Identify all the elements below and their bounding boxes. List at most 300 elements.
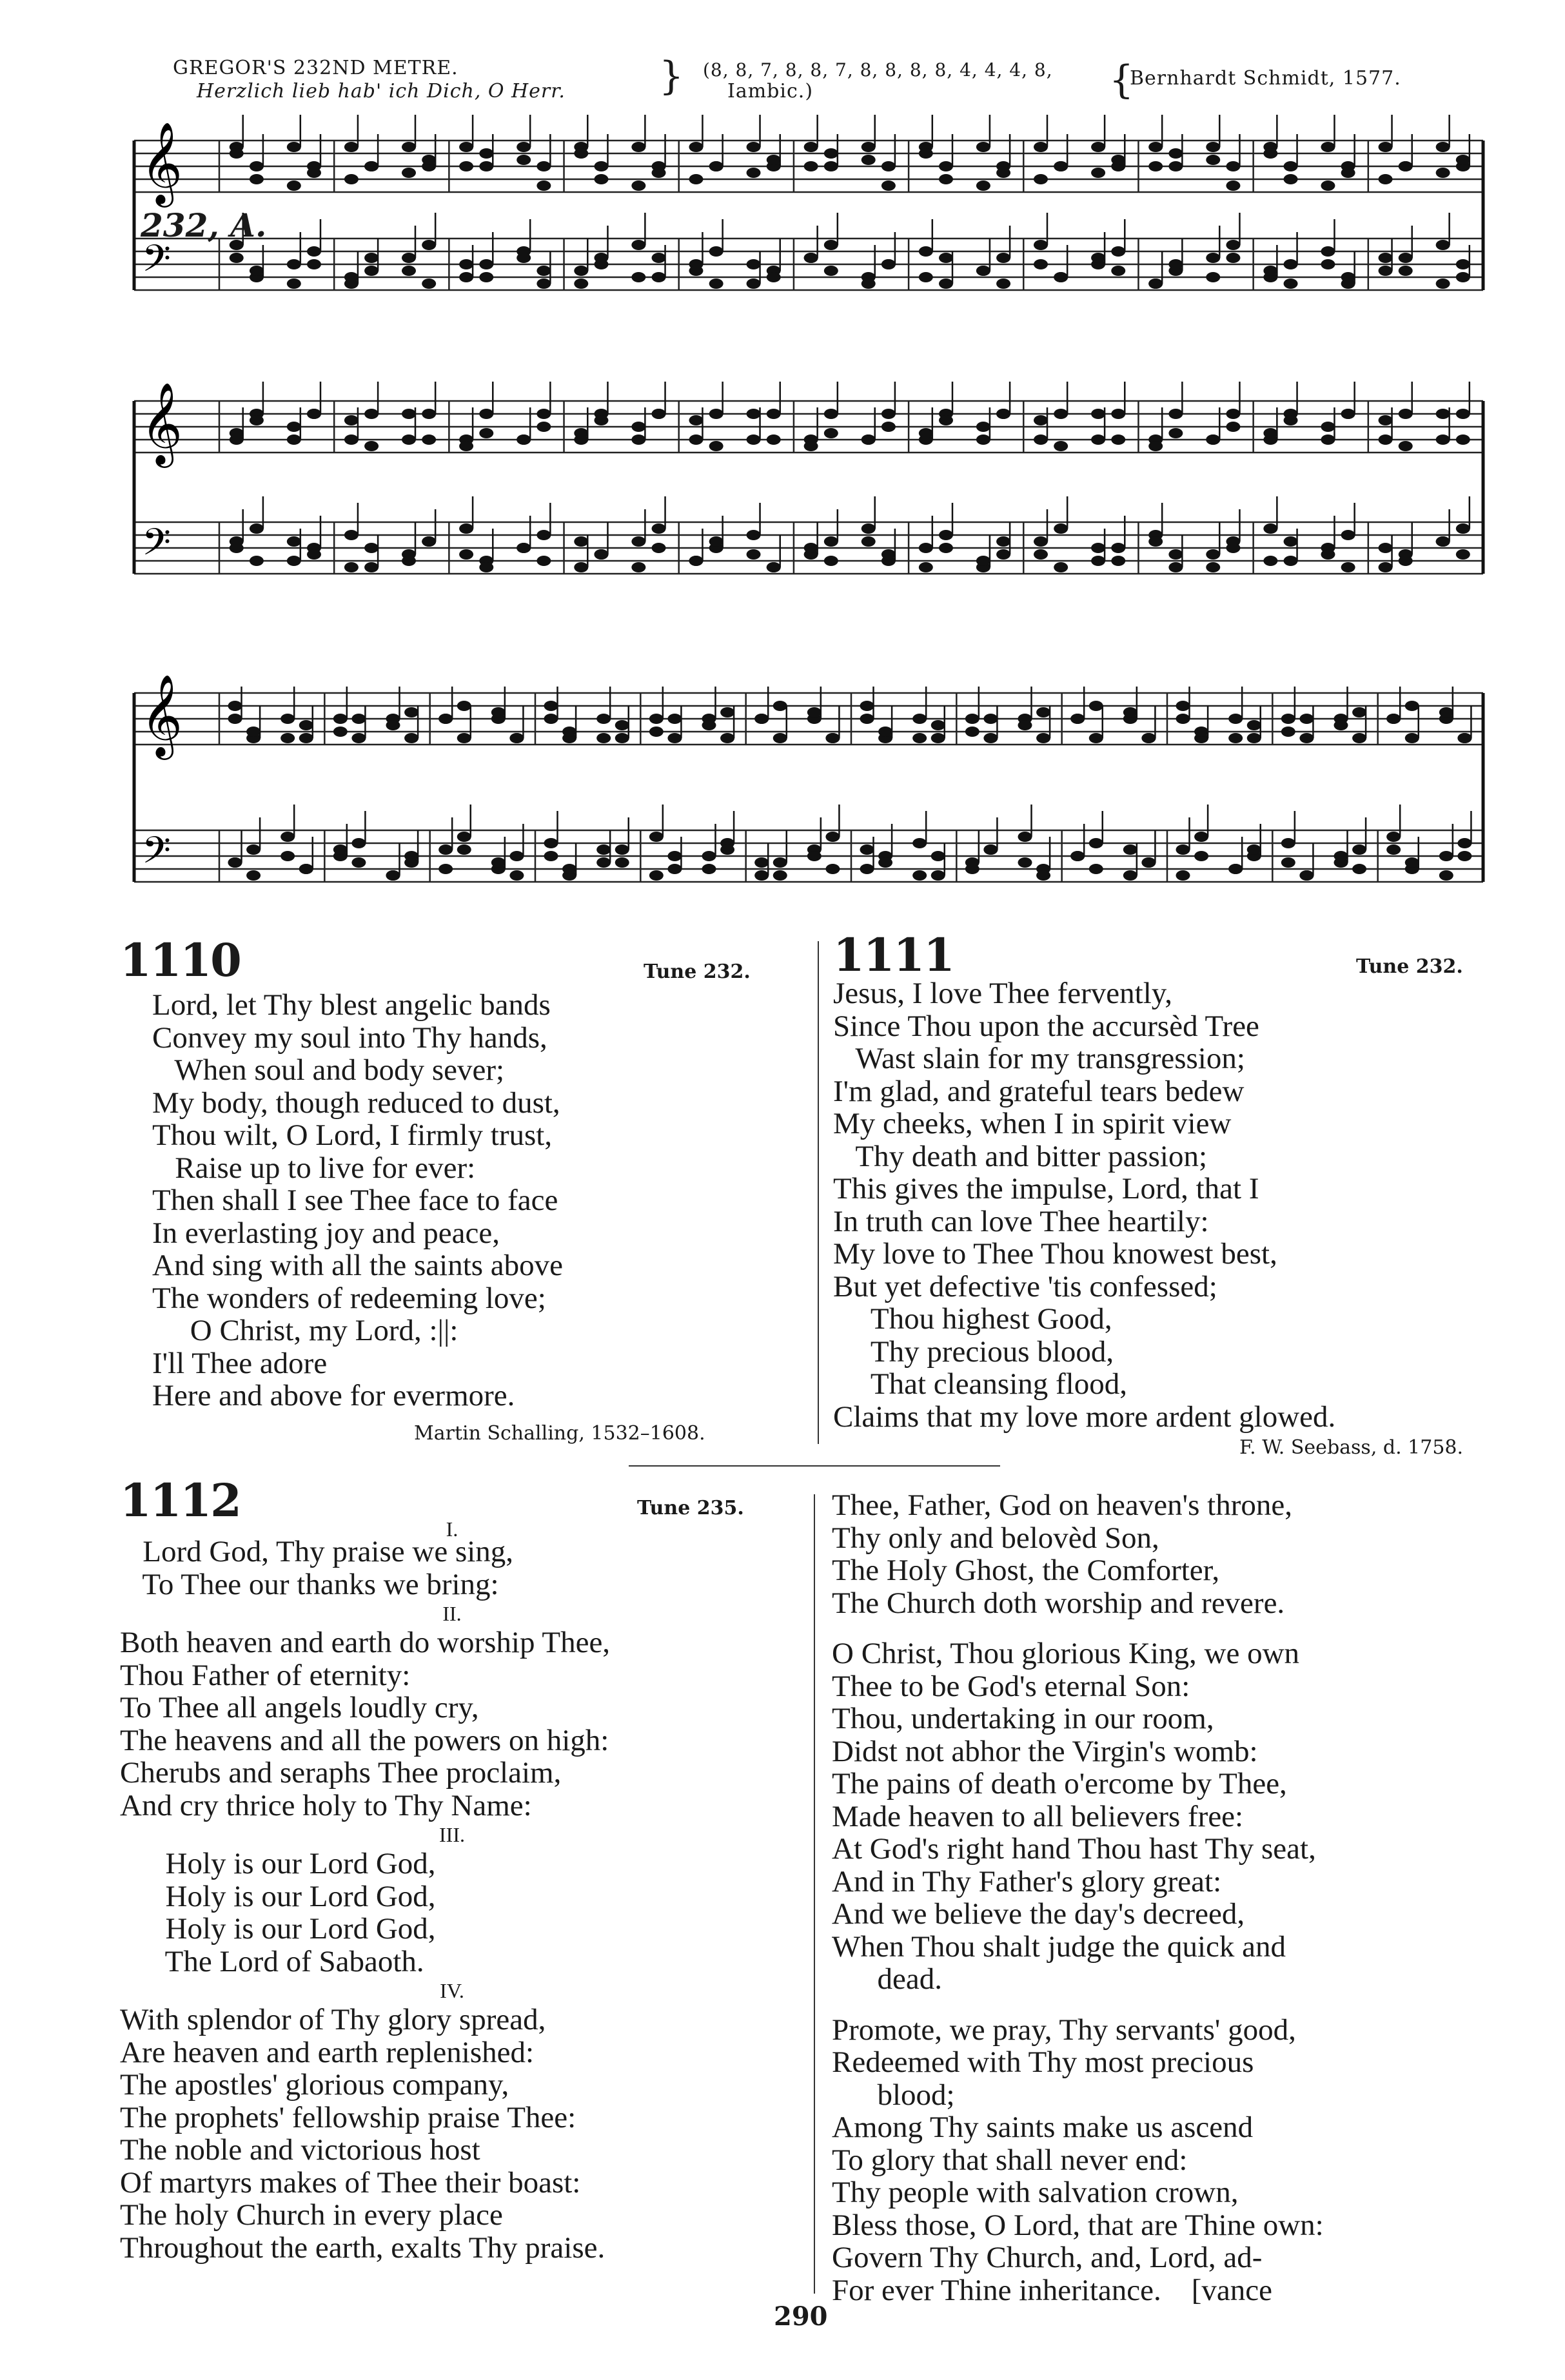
note-head xyxy=(720,707,734,717)
note-head xyxy=(1247,733,1261,743)
verse-line: My cheeks, when I in spirit view xyxy=(833,1107,1232,1140)
note-head xyxy=(996,278,1010,289)
verse-line: Made heaven to all believers free: xyxy=(832,1799,1244,1833)
note-head xyxy=(1281,727,1295,737)
note-head xyxy=(287,142,301,152)
verse-line: The Church doth worship and revere. xyxy=(832,1586,1285,1620)
note-head xyxy=(517,434,531,445)
verse-line: My love to Thee Thou knowest best, xyxy=(833,1237,1277,1271)
note-head xyxy=(709,409,723,419)
note-head xyxy=(1405,701,1419,711)
note-head xyxy=(250,415,264,425)
column-divider-bottom xyxy=(814,1494,815,2294)
note-head xyxy=(479,409,493,419)
verse-line: The heavens and all the powers on high: xyxy=(120,1723,609,1757)
note-head xyxy=(422,155,436,165)
verse-line: Since Thou upon the accursèd Tree xyxy=(833,1009,1259,1043)
note-head xyxy=(1379,415,1393,425)
note-head xyxy=(1399,409,1413,419)
note-head xyxy=(983,733,998,743)
note-head xyxy=(422,240,436,250)
note-head xyxy=(250,523,264,534)
note-head xyxy=(824,266,838,276)
note-head xyxy=(824,556,838,566)
note-head xyxy=(1091,543,1105,553)
note-head xyxy=(402,409,416,419)
note-head xyxy=(1176,701,1190,711)
verse-line: I'll Thee adore xyxy=(152,1346,328,1380)
note-head xyxy=(983,844,998,855)
note-head xyxy=(878,857,892,868)
note-head xyxy=(1321,180,1335,191)
note-head xyxy=(230,253,244,263)
note-head xyxy=(1352,707,1366,717)
note-head xyxy=(1194,727,1208,737)
note-head xyxy=(1386,832,1401,842)
note-head xyxy=(825,733,840,743)
note-head xyxy=(631,180,645,191)
note-head xyxy=(965,727,979,737)
section-numeral: III. xyxy=(439,1823,465,1846)
note-head xyxy=(250,174,264,184)
note-head xyxy=(1206,155,1220,165)
verse-line: My body, though reduced to dust, xyxy=(152,1086,560,1120)
tune-ref-1112: Tune 235. xyxy=(637,1497,744,1519)
note-head xyxy=(307,168,321,178)
note-head xyxy=(574,536,588,547)
note-head xyxy=(459,259,473,269)
note-head xyxy=(1089,701,1103,711)
note-head xyxy=(562,727,576,737)
tune-ref-1110: Tune 232. xyxy=(644,961,751,983)
note-head xyxy=(333,844,348,855)
note-head xyxy=(594,174,608,184)
note-head xyxy=(1247,844,1261,855)
note-head xyxy=(491,857,506,868)
note-head xyxy=(1111,409,1125,419)
verse-line: At God's right hand Thou hast Thy seat, xyxy=(832,1832,1316,1866)
note-head xyxy=(702,720,716,730)
note-head xyxy=(364,409,379,419)
treble-clef: 𝄞 xyxy=(141,121,183,204)
note-head xyxy=(804,441,818,451)
note-head xyxy=(536,180,551,191)
verse-line: Promote, we pray, Thy servants' good, xyxy=(832,2013,1296,2047)
note-head xyxy=(509,733,524,743)
verse-line: The prophets' fellowship praise Thee: xyxy=(120,2100,576,2134)
hymn-number-1112: 1112 xyxy=(120,1474,241,1527)
note-head xyxy=(824,536,838,547)
note-head xyxy=(509,870,524,881)
note-head xyxy=(1168,562,1183,572)
treble-clef: 𝄞 xyxy=(141,674,183,756)
note-head xyxy=(1070,714,1085,724)
verse-line: Thou wilt, O Lord, I firmly trust, xyxy=(152,1118,553,1152)
note-head xyxy=(402,266,416,276)
verse-line: When soul and body sever; xyxy=(152,1053,505,1087)
note-head xyxy=(1206,253,1220,263)
note-head xyxy=(1034,240,1048,250)
note-head xyxy=(709,441,723,451)
note-head xyxy=(1123,844,1137,855)
note-head xyxy=(1352,844,1366,855)
note-head xyxy=(544,714,558,724)
note-head xyxy=(1321,434,1335,445)
verse-line: And we believe the day's decreed, xyxy=(832,1897,1245,1931)
note-head xyxy=(1034,174,1048,184)
note-head xyxy=(767,409,781,419)
verse-line: Thy death and bitter passion; xyxy=(833,1139,1207,1173)
author-1111: F. W. Seebass, d. 1758. xyxy=(1239,1436,1464,1459)
note-head xyxy=(1148,441,1163,451)
note-head xyxy=(631,422,645,432)
note-head xyxy=(250,161,264,171)
column-divider-top xyxy=(818,941,819,1444)
note-head xyxy=(825,832,840,842)
note-head xyxy=(861,434,876,445)
note-head xyxy=(631,434,645,445)
note-head xyxy=(1456,272,1470,282)
note-head xyxy=(459,161,473,171)
note-head xyxy=(754,714,769,724)
note-head xyxy=(459,523,473,534)
note-head xyxy=(574,148,588,159)
note-head xyxy=(1141,733,1156,743)
note-head xyxy=(544,701,558,711)
verse-line: Here and above for evermore. xyxy=(152,1379,515,1412)
note-head xyxy=(1054,409,1068,419)
note-head xyxy=(1091,253,1105,263)
note-head xyxy=(459,272,473,282)
note-head xyxy=(422,434,436,445)
note-head xyxy=(860,701,874,711)
note-head xyxy=(1263,523,1277,534)
note-head xyxy=(491,707,506,717)
note-head xyxy=(1228,714,1243,724)
stanza xyxy=(832,1637,1324,1996)
verse-line: Jesus, I love Thee fervently, xyxy=(833,977,1172,1010)
note-head xyxy=(1168,148,1183,159)
meter-numbers: (8, 8, 7, 8, 8, 7, 8, 8, 8, 8, 4, 4, 4, 8, xyxy=(703,59,1053,81)
verse-line: blood; xyxy=(832,2078,955,2112)
note-head xyxy=(1284,415,1298,425)
brace-left: } xyxy=(659,54,685,99)
note-head xyxy=(804,161,818,171)
verse-line: Convey my soul into Thy hands, xyxy=(152,1020,547,1055)
verse-line: To glory that shall never end: xyxy=(832,2143,1188,2177)
note-head xyxy=(307,246,321,257)
note-head xyxy=(824,148,838,159)
note-head xyxy=(594,161,608,171)
note-head xyxy=(281,851,295,861)
verse-line: To Thee all angels loudly cry, xyxy=(120,1691,479,1724)
note-head xyxy=(402,253,416,263)
note-head xyxy=(649,870,664,881)
note-head xyxy=(996,549,1010,560)
note-head xyxy=(1123,870,1137,881)
note-head xyxy=(747,434,761,445)
note-head xyxy=(754,857,769,868)
note-head xyxy=(422,278,436,289)
note-head xyxy=(457,733,471,743)
note-head xyxy=(536,161,551,171)
note-head xyxy=(615,720,629,730)
note-head xyxy=(1194,851,1208,861)
note-head xyxy=(767,434,781,445)
bass-clef: 𝄢 xyxy=(142,828,172,881)
note-head xyxy=(281,714,295,724)
note-head xyxy=(1111,266,1125,276)
note-head xyxy=(824,428,838,438)
note-head xyxy=(1228,733,1243,743)
verse-line: Thy only and belovèd Son, xyxy=(832,1521,1159,1555)
note-head xyxy=(807,851,822,861)
note-head xyxy=(747,259,761,269)
note-head xyxy=(1399,556,1413,566)
hymn-1112-left-text xyxy=(120,1516,784,2264)
note-head xyxy=(333,727,348,737)
note-head xyxy=(767,272,781,282)
note-head xyxy=(596,733,611,743)
note-head xyxy=(667,864,682,874)
brace-right: { xyxy=(1109,57,1135,102)
note-head xyxy=(881,161,896,171)
note-head xyxy=(747,409,761,419)
note-head xyxy=(596,714,611,724)
note-head xyxy=(1148,278,1163,289)
note-head xyxy=(1168,409,1183,419)
note-head xyxy=(965,714,979,724)
note-head xyxy=(631,562,645,572)
note-head xyxy=(287,180,301,191)
note-head xyxy=(1436,240,1450,250)
note-head xyxy=(1206,434,1220,445)
note-head xyxy=(824,409,838,419)
verse-line: To Thee our thanks we bring: xyxy=(120,1567,499,1601)
note-head xyxy=(615,844,629,855)
note-head xyxy=(562,864,576,874)
verse-line: That cleansing flood, xyxy=(833,1367,1127,1401)
note-head xyxy=(912,733,927,743)
verse-line: Raise up to live for ever: xyxy=(152,1151,476,1185)
note-head xyxy=(1281,857,1295,868)
note-head xyxy=(1299,714,1314,724)
verse-line: But yet defective 'tis confessed; xyxy=(833,1269,1217,1303)
note-head xyxy=(1284,174,1298,184)
note-head xyxy=(939,415,953,425)
note-head xyxy=(804,142,818,152)
note-head xyxy=(939,530,953,540)
note-head xyxy=(1379,434,1393,445)
note-head xyxy=(881,409,896,419)
note-head xyxy=(459,142,473,152)
note-head xyxy=(878,727,892,737)
note-head xyxy=(1018,857,1032,868)
note-head xyxy=(976,556,990,566)
note-head xyxy=(931,870,945,881)
verse-line: Are heaven and earth replenished: xyxy=(120,2035,535,2069)
verse-line: Didst not abhor the Virgin's womb: xyxy=(832,1734,1258,1768)
note-head xyxy=(807,707,822,717)
hymn-number-1111: 1111 xyxy=(833,928,954,982)
note-head xyxy=(1263,556,1277,566)
verse-line: Holy is our Lord God, xyxy=(120,1847,436,1880)
note-head xyxy=(860,714,874,724)
note-head xyxy=(1091,409,1105,419)
note-head xyxy=(1352,864,1366,874)
verse-line: In truth can love Thee heartily: xyxy=(833,1204,1209,1238)
note-head xyxy=(996,536,1010,547)
note-head xyxy=(457,701,471,711)
note-head xyxy=(1284,278,1298,289)
note-head xyxy=(667,851,682,861)
note-head xyxy=(1226,240,1240,250)
hymn-1111-text xyxy=(833,977,1335,1433)
note-head xyxy=(919,543,933,553)
note-head xyxy=(1436,168,1450,178)
note-head xyxy=(1456,549,1470,560)
note-head xyxy=(228,701,242,711)
note-head xyxy=(804,543,818,553)
note-head xyxy=(344,142,359,152)
section-numeral: IV. xyxy=(440,1979,464,2002)
verse-line: The Holy Ghost, the Comforter, xyxy=(832,1554,1220,1587)
note-head xyxy=(1379,142,1393,152)
note-head xyxy=(652,253,666,263)
note-head xyxy=(689,266,703,276)
note-head xyxy=(1141,857,1156,868)
note-head xyxy=(1341,168,1355,178)
note-head xyxy=(344,415,359,425)
hymn-1112-right-text xyxy=(832,1489,1324,2307)
note-head xyxy=(364,543,379,553)
hymn-1110-text xyxy=(152,989,563,1412)
note-head xyxy=(307,409,321,419)
note-head xyxy=(652,409,666,419)
verse-line: Thy precious blood, xyxy=(833,1334,1114,1369)
music-score xyxy=(129,110,1502,909)
note-head xyxy=(1439,851,1453,861)
note-head xyxy=(536,422,551,432)
note-head xyxy=(404,707,418,717)
verse-line: Holy is our Lord God, xyxy=(120,1912,436,1946)
note-head xyxy=(459,441,473,451)
verse-line: The apostles' glorious company, xyxy=(120,2068,509,2102)
note-head xyxy=(544,838,558,848)
note-head xyxy=(1399,253,1413,263)
note-head xyxy=(479,161,493,171)
note-head xyxy=(287,536,301,547)
note-head xyxy=(689,174,703,184)
treble-clef: 𝄞 xyxy=(141,382,183,464)
note-head xyxy=(1247,720,1261,730)
note-head xyxy=(1439,870,1453,881)
note-head xyxy=(230,543,244,553)
note-head xyxy=(709,536,723,547)
note-head xyxy=(344,530,359,540)
note-head xyxy=(536,278,551,289)
note-head xyxy=(976,434,990,445)
note-head xyxy=(1226,422,1240,432)
note-head xyxy=(939,174,953,184)
bass-clef: 𝄢 xyxy=(142,237,172,289)
note-head xyxy=(1070,851,1085,861)
author-1110: Martin Schalling, 1532–1608. xyxy=(414,1422,705,1445)
note-head xyxy=(364,161,379,171)
note-head xyxy=(404,733,418,743)
verse-line: Thy people with salvation crown, xyxy=(832,2176,1239,2209)
note-head xyxy=(1091,434,1105,445)
verse-line: Redeemed with Thy most precious xyxy=(832,2045,1254,2079)
note-head xyxy=(246,870,261,881)
note-head xyxy=(1456,259,1470,269)
note-head xyxy=(1089,733,1103,743)
note-head xyxy=(1091,556,1105,566)
note-head xyxy=(1439,707,1453,717)
note-head xyxy=(747,549,761,560)
note-head xyxy=(1284,161,1298,171)
note-head xyxy=(228,714,242,724)
section-rule xyxy=(629,1465,1000,1467)
note-head xyxy=(1321,259,1335,269)
note-head xyxy=(912,838,927,848)
note-head xyxy=(1457,851,1471,861)
note-head xyxy=(709,246,723,257)
verse-line: And sing with all the saints above xyxy=(152,1249,564,1282)
note-head xyxy=(1034,259,1048,269)
note-head xyxy=(773,733,787,743)
note-head xyxy=(351,857,366,868)
note-head xyxy=(1036,870,1050,881)
note-head xyxy=(364,253,379,263)
note-head xyxy=(996,168,1010,178)
note-head xyxy=(1034,536,1048,547)
note-head xyxy=(364,562,379,572)
meter-type: Iambic.) xyxy=(727,80,814,102)
note-head xyxy=(596,857,611,868)
note-head xyxy=(1399,266,1413,276)
note-head xyxy=(1281,714,1295,724)
verse-line: dead. xyxy=(832,1962,942,1996)
note-head xyxy=(299,720,313,730)
note-head xyxy=(1089,838,1103,848)
note-head xyxy=(631,272,645,282)
note-head xyxy=(536,556,551,566)
note-head xyxy=(1263,148,1277,159)
note-head xyxy=(860,844,874,855)
note-head xyxy=(438,714,453,724)
note-head xyxy=(1091,142,1105,152)
note-head xyxy=(1111,556,1125,566)
note-head xyxy=(996,253,1010,263)
note-head xyxy=(1457,838,1471,848)
note-head xyxy=(825,864,840,874)
note-head xyxy=(351,733,366,743)
note-head xyxy=(1206,562,1220,572)
note-head xyxy=(1436,536,1450,547)
note-head xyxy=(1226,161,1240,171)
note-head xyxy=(230,428,244,438)
note-head xyxy=(1399,161,1413,171)
note-head xyxy=(386,870,400,881)
note-head xyxy=(1036,707,1050,717)
note-head xyxy=(1436,142,1450,152)
note-head xyxy=(881,180,896,191)
note-head xyxy=(1206,272,1220,282)
note-head xyxy=(536,266,551,276)
note-head xyxy=(747,278,761,289)
verse-line: The pains of death o'ercome by Thee, xyxy=(832,1767,1287,1800)
